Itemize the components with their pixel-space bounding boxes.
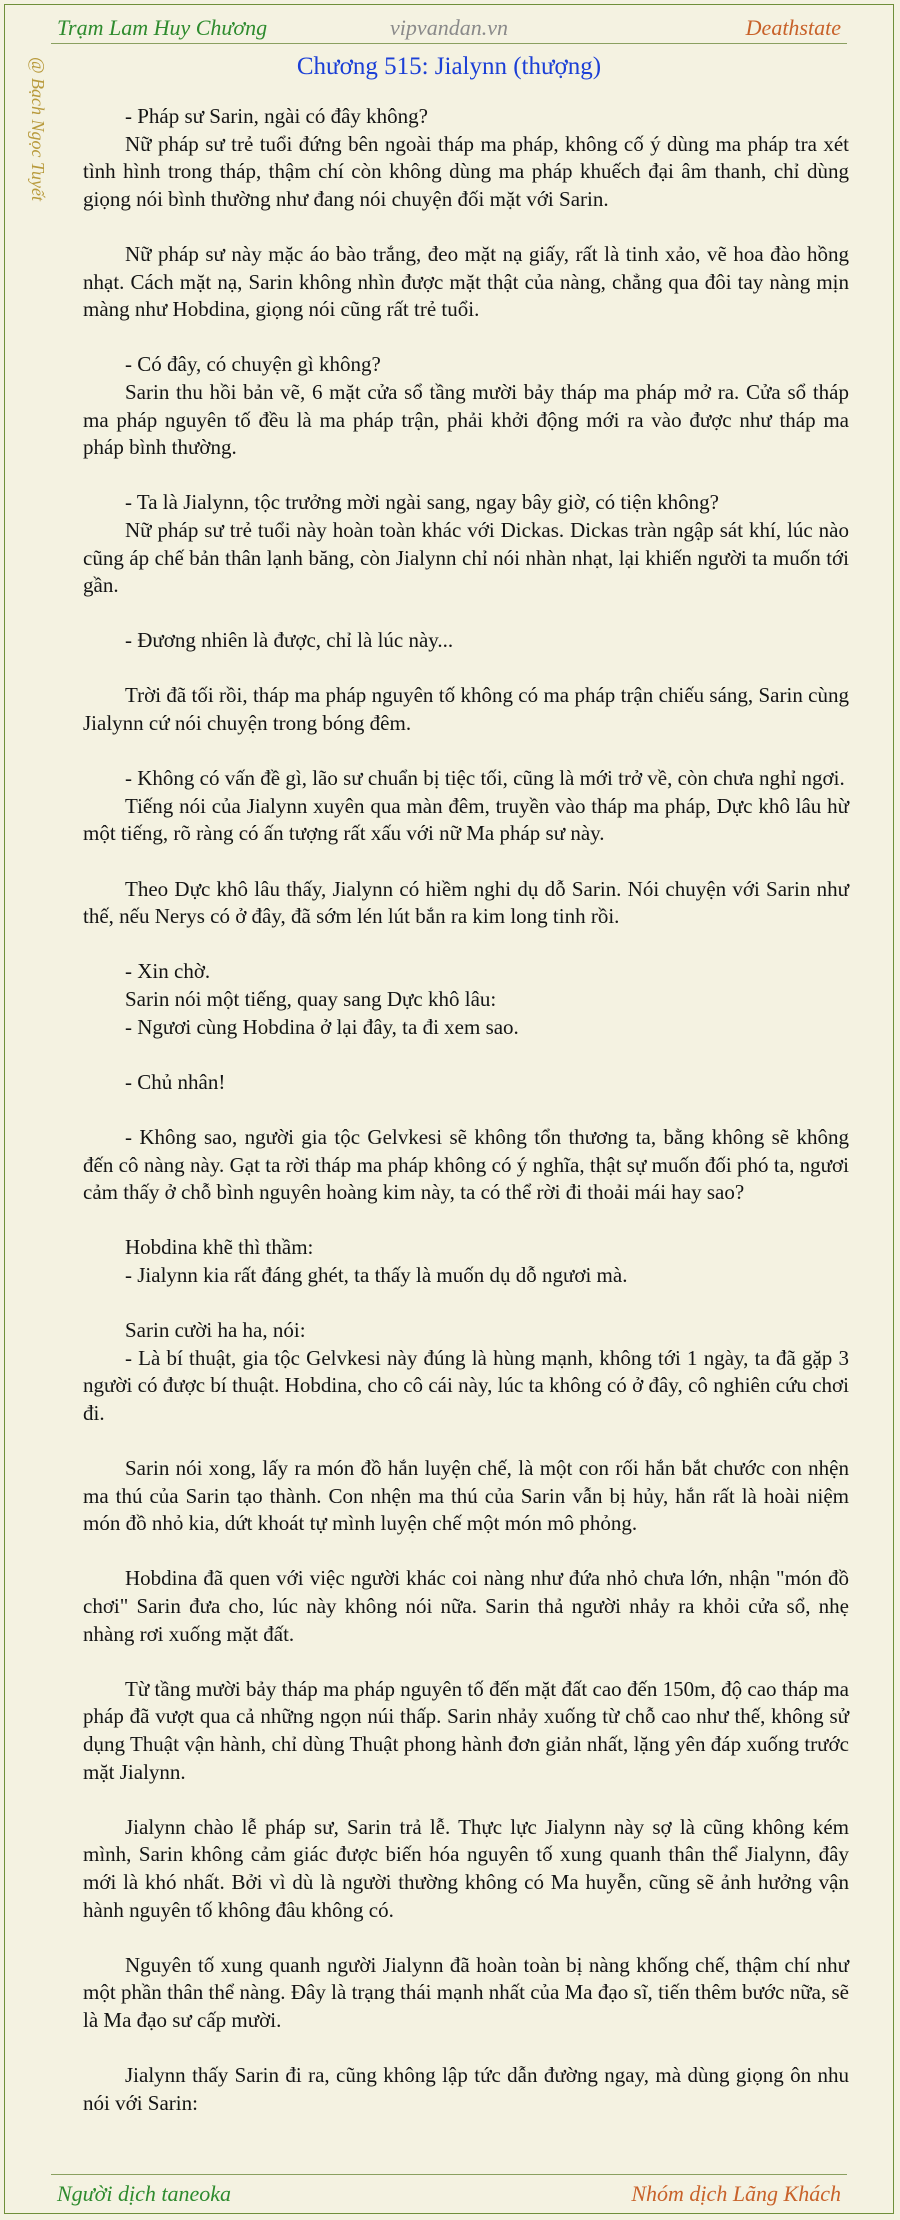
paragraph: Sarin nói một tiếng, quay sang Dực khô lâu: — [125, 987, 497, 1011]
paragraph-gap — [83, 462, 849, 490]
paragraph: Trời đã tối rồi, tháp ma pháp nguyên tố không có ma pháp trận chiếu sáng, Sarin cùng Jialynn cứ nói chuyện trong bóng đêm. — [83, 683, 849, 736]
header-author: Deathstate — [745, 15, 841, 40]
dialogue-line: - Là bí thuật, gia tộc Gelvkesi này đúng là hùng mạnh, không tới 1 ngày, ta đã gặp 3 người có được bí thuật. Hobdina, cho cô cái này, lúc ta không có ở đây, cô nghiên cứu chơi đi. — [83, 1345, 849, 1425]
side-credit-text: @ Bạch Ngọc Tuyết — [28, 57, 48, 202]
page-header — [51, 9, 847, 44]
paragraph-gap — [83, 1538, 849, 1566]
paragraph-gap — [83, 600, 849, 628]
footer-group: Nhóm dịch Lãng Khách — [631, 2181, 841, 2206]
paragraph-gap — [83, 2035, 849, 2063]
paragraph: Nữ pháp sư trẻ tuổi đứng bên ngoài tháp ma pháp, không cố ý dùng ma pháp tra xét tình hình trong tháp, thậm chí còn không dùng ma pháp khuếch đại âm thanh, chỉ dùng giọng nói bình thường như đang nói chuyện đối mặt với Sarin. — [83, 131, 849, 211]
paragraph: Nguyên tố xung quanh người Jialynn đã hoàn toàn bị nàng khống chế, thậm chí như một phần thân thể nàng. Đây là trạng thái mạnh nhất của Ma đạo sĩ, tiến thêm bước nữa, sẽ là Ma đạo sư cấp mười. — [83, 1952, 849, 2032]
paragraph-gap — [83, 1041, 849, 1069]
page-frame — [4, 4, 894, 2214]
paragraph: Jialynn chào lễ pháp sư, Sarin trả lễ. Thực lực Jialynn này sợ là cũng không kém mình, Sarin không cảm giác được biến hóa nguyên tố xung quanh thân thể Jialynn, đây mới là khó nhất. Bởi vì dù là người thường không có Ma huyễn, cũng sẽ ảnh hưởng vận hành nguyên tố không đâu không có. — [83, 1814, 849, 1922]
paragraph: Theo Dực khô lâu thấy, Jialynn có hiềm nghi dụ dỗ Sarin. Nói chuyện với Sarin như thế, nếu Nerys có ở đây, đã sớm lén lút bắn ra kim long tinh rồi. — [83, 876, 849, 929]
paragraph-gap — [83, 1924, 849, 1952]
paragraph-gap — [83, 213, 849, 241]
paragraph-gap — [83, 931, 849, 959]
chapter-title: Chương 515: Jialynn (thượng) — [296, 53, 602, 80]
paragraph-gap — [83, 1786, 849, 1814]
paragraph-gap — [83, 324, 849, 352]
paragraph-gap — [83, 1428, 849, 1456]
dialogue-line: - Xin chờ. — [125, 959, 211, 984]
paragraph: Hobdina đã quen với việc người khác coi nàng như đứa nhỏ chưa lớn, nhận "món đồ chơi" Sarin đưa cho, lúc này không nói nữa. Sarin thả người nhảy ra khỏi cửa sổ, nhẹ nhàng rơi xuống mặt đất. — [83, 1566, 849, 1646]
side-credit — [13, 57, 48, 267]
paragraph-gap — [83, 1207, 849, 1235]
dialogue-line: - Pháp sư Sarin, ngài có đây không? — [125, 104, 428, 128]
paragraph: Sarin thu hồi bản vẽ, 6 mặt cửa sổ tầng mười bảy tháp ma pháp mở ra. Cửa sổ tháp ma pháp nguyên tố đều là ma pháp trận, phải khởi động mới ra vào được như tháp ma pháp bình thường. — [83, 379, 849, 460]
paragraph-gap — [83, 738, 849, 766]
dialogue-line: - Đương nhiên là được, chỉ là lúc này... — [125, 628, 454, 653]
dialogue-line: - Ta là Jialynn, tộc trưởng mời ngài sang, ngay bây giờ, có tiện không? — [125, 490, 719, 515]
dialogue-line: - Có đây, có chuyện gì không? — [125, 352, 381, 377]
paragraph-gap — [83, 848, 849, 876]
paragraph: Sarin cười ha ha, nói: — [125, 1318, 306, 1343]
paragraph-gap — [83, 1648, 849, 1676]
paragraph: Nữ pháp sư trẻ tuổi này hoàn toàn khác với Dickas. Dickas tràn ngập sát khí, lúc nào cũng áp chế bản thân lạnh băng, còn Jialynn chỉ nói nhàn nhạt, lại khiến người ta muốn tới gần. — [83, 517, 849, 598]
dialogue-line: - Ngươi cùng Hobdina ở lại đây, ta đi xem sao. — [125, 1014, 519, 1039]
dialogue-line: - Chủ nhân! — [125, 1069, 226, 1094]
paragraph: Tiếng nói của Jialynn xuyên qua màn đêm, truyền vào tháp ma pháp, Dực khô lâu hừ một tiếng, rõ ràng có ấn tượng rất xấu với nữ Ma pháp sư này. — [83, 793, 849, 846]
paragraph: Từ tầng mười bảy tháp ma pháp nguyên tố đến mặt đất cao đến 150m, độ cao tháp ma pháp đã vượt qua cả những ngọn núi thấp. Sarin nhảy xuống từ chỗ cao như thế, không sử dụng Thuật vận hành, chỉ dùng Thuật phong hành đơn giản nhất, lặng yên đáp xuống trước mặt Jialynn. — [83, 1676, 849, 1784]
page-footer — [51, 2174, 847, 2209]
paragraph-gap — [83, 1290, 849, 1318]
paragraph: Nữ pháp sư này mặc áo bào trắng, đeo mặt nạ giấy, rất là tinh xảo, vẽ hoa đào hồng nhạt. Cách mặt nạ, Sarin không nhìn được mặt thật của nàng, chẳng qua đôi tay nàng mịn màng như Hobdina, giọng nói cũng rất trẻ tuổi. — [83, 241, 849, 322]
header-site-name: Trạm Lam Huy Chương — [57, 15, 268, 40]
dialogue-line: - Không có vấn đề gì, lão sư chuẩn bị tiệc tối, cũng là mới trở về, còn chưa nghỉ ngơi. — [125, 766, 845, 791]
chapter-body — [83, 103, 849, 2117]
header-domain: vipvandan.vn — [390, 15, 508, 40]
paragraph-gap — [83, 1096, 849, 1124]
dialogue-line: - Jialynn kia rất đáng ghét, ta thấy là muốn dụ dỗ ngươi mà. — [125, 1262, 628, 1287]
paragraph: Jialynn thấy Sarin đi ra, cũng không lập tức dẫn đường ngay, mà dùng giọng ôn nhu nói với Sarin: — [83, 2063, 849, 2115]
paragraph: Hobdina khẽ thì thầm: — [125, 1235, 314, 1260]
footer-translator: Người dịch taneoka — [57, 2181, 232, 2206]
dialogue-line: - Không sao, người gia tộc Gelvkesi sẽ không tổn thương ta, bằng không sẽ không đến cô nàng này. Gạt ta rời tháp ma pháp không có ý nghĩa, thật sự muốn đối phó ta, ngươi cảm thấy ở chỗ bình nguyên hoàng kim này, ta có thể rời đi thoải mái hay sao? — [83, 1124, 849, 1205]
paragraph-gap — [83, 655, 849, 683]
paragraph: Sarin nói xong, lấy ra món đồ hắn luyện chế, là một con rối hắn bắt chước con nhện ma thú của Sarin tạo thành. Con nhện ma thú của Sarin vẫn bị hủy, hắn rất là hoài niệm món đồ nhỏ kia, dứt khoát tự mình luyện chế một món mô phỏng. — [83, 1456, 849, 1536]
